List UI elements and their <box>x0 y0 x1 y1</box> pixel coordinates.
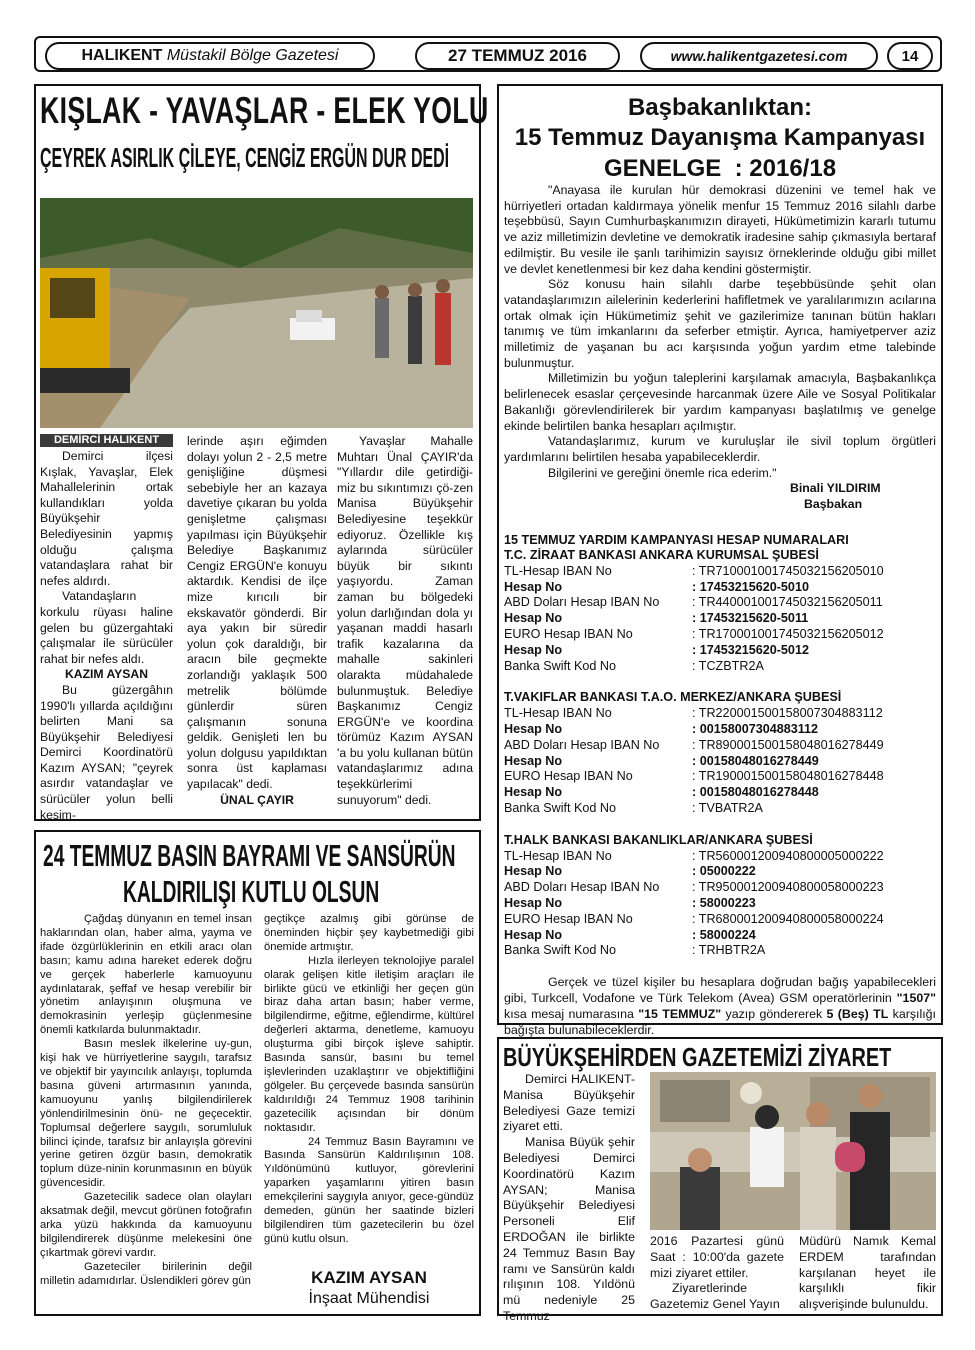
account-row <box>504 659 936 675</box>
closing-part: Gerçek ve tüzel kişiler bu hesaplara doğrudan bağış yapabilecekleri gibi, Turkcell, Vodafone ve Türk Telekom (Avea) GSM operatörlerinin <box>504 975 936 1005</box>
subheading: ÜNAL ÇAYIR <box>220 792 294 807</box>
office-visit-image <box>650 1072 936 1230</box>
article-road-col1 <box>40 449 173 823</box>
account-label: Hesap No <box>504 579 563 594</box>
bank-block <box>504 833 936 959</box>
account-label: TL-Hesap IBAN No <box>504 563 612 578</box>
account-value: : TVBATR2A <box>692 800 763 815</box>
date-pill <box>415 42 620 70</box>
press-col2 <box>264 913 474 1247</box>
account-value: : 00158007304883112 <box>692 721 819 736</box>
account-row <box>504 912 936 928</box>
paragraph: Demirci HALIKENT- Manisa Büyükşehir Belediyesi Gaze temizi ziyaret etti. <box>503 1072 635 1134</box>
account-row <box>504 849 936 865</box>
account-label: Banka Swift Kod No <box>504 800 617 815</box>
account-row <box>504 769 936 785</box>
account-label: TL-Hesap IBAN No <box>504 848 612 863</box>
account-value: : TR680001200940800058000224 <box>692 911 884 926</box>
account-row <box>504 896 936 912</box>
account-row <box>504 611 936 627</box>
paragraph: "Anayasa ile kurulan hür demokrasi düzenini ve temel hak ve hürriyetleri ortadan kaldırmaya yönelik menfur 15 Temmuz 2016 silahlı darbe teşebbüsü, Sayın Cumhurbaşkanımızın dirayeti, Hükümetimizin kararlı tutumu ve aziz milletimizin devletine ve demokratik iradesine sahip çıkmasıyla bertaraf edilmiştir. Bu vesile ile şanlı tarihimizin sayısız örneklerinde olduğu gibi millet ve devlet kenetlenmesi bir kez daha kendini göstermiştir. <box>504 183 936 276</box>
campaign-title-3: GENELGE : 2016/18 <box>603 155 837 182</box>
account-value: : TR440001001745032156205011 <box>692 595 883 610</box>
accounts-section <box>504 532 936 1038</box>
paragraph: Milletimizin bu yoğun taleplerini karşılamak amacıyla, Başbakanlıkça belirlenecek esaslar çerçevesinde harcanmak üzere Aile ve Sosyal Politikalar Bakanlığı görevlendirilerek bir yardım kampanyası başlatılmış ve genelge ekinde belirtilen banka hesapları açılmıştır. <box>504 371 936 433</box>
account-row <box>504 580 936 596</box>
account-label: Hesap No <box>504 721 563 736</box>
issue-date: 27 TEMMUZ 2016 <box>448 46 587 65</box>
paragraph: Basın meslek ilkelerine uy-gun, kişi hak ve hürriyetlerine saygılı, tarafsız ve objektif bir yayıncılık anlayışı, toplumda basına güveni artırmasının yanında, kamuoyunu yanlış bilgilendirilerek yönlendirilmesinin önü- ne geçecektir. Toplumsal değerlere saygılı, sorumluluk bilinci içinde, tarafsız bir anlayışla görevini yerine getiren özgür basın, demokratik toplum düze-ninin korunmasının en büyük güvencesidir. <box>40 1038 252 1190</box>
account-label: Banka Swift Kod No <box>504 943 617 958</box>
press-col1 <box>40 913 252 1288</box>
bank-block <box>504 548 936 674</box>
visit-photo <box>650 1072 936 1230</box>
account-label: EURO Hesap IBAN No <box>504 911 633 926</box>
press-author-title: İnşaat Mühendisi <box>308 1290 430 1307</box>
account-row <box>504 928 936 944</box>
paragraph: lerinde aşırı eğimden dolayı yolun 2 - 2,5 metre genişliğine düşmesi sebebiyle her an kazaya davetiye çıkaran bu yolda genişletme çalışması yapılması için Büyükşehir Belediye Başkanımız Cengiz ERGÜN'e konuyu aktardık. Kendisi de ilçe mize kırıcılı bir ekskavatör gönderdi. Bir aya yakın bir süredir yolun çok daraldığı, bir aracın bile geçmekte zorlandığı yaklaşık 500 metrelik bölümde günlerdir süren çalışmanın sonuna geldik. Genişleti len bu yolun dolgusu yapıldıktan sonra üst kaplaması yapılacak" dedi. <box>187 434 327 792</box>
account-label: Hesap No <box>504 611 563 626</box>
account-row <box>504 627 936 643</box>
campaign-title-1: Başbakanlıktan: <box>627 94 813 121</box>
website-link[interactable]: www.halikentgazetesi.com <box>670 48 848 64</box>
paragraph: Ziyaretlerinde Gazetemiz Genel Yayın <box>650 1281 780 1312</box>
closing-part: karşılığı bağışta bulunabileceklerdir. <box>504 1006 936 1037</box>
account-value: : 17453215620-5010 <box>692 579 809 594</box>
account-row <box>504 706 936 722</box>
signature-name: Binali YILDIRIM <box>790 481 881 496</box>
account-row <box>504 643 936 659</box>
account-value: : 17453215620-5012 <box>692 642 809 657</box>
signature-title: Başbakan <box>804 497 863 512</box>
paragraph: Gazetecilik sadece olan olayları aksatmak değil, mevcut görünen fotoğrafın arka yüzü hakkında da kamuoyunu bilgilendirerek düşünme melekesini öne çıkartmak görevi vardır. <box>40 1191 252 1259</box>
account-row <box>504 722 936 738</box>
visit-col3 <box>799 1234 936 1313</box>
account-row <box>504 864 936 880</box>
account-label: Hesap No <box>504 895 563 910</box>
paragraph: Müdürü Namık Kemal ERDEM tarafından karşılanan heyet ile karşılıklı fikir alışverişinde bulunuldu. <box>799 1234 936 1312</box>
account-label: EURO Hesap IBAN No <box>504 769 633 784</box>
account-label: Hesap No <box>504 753 563 768</box>
account-row <box>504 754 936 770</box>
paragraph: 24 Temmuz Basın Bayramını ve Basında Sansürün Kaldırılışının 108. Yıldönümünü kutluyor, görevlerini yaparken yaşamlarını yitiren basın emekçilerini saygıyla anıyor, gece-gündüz demeden, günün her saatinde bizleri bilgilendiren tüm gazetecilerin bu özel günü kutlu olsun. <box>264 1135 474 1245</box>
closing-text <box>504 975 936 1038</box>
press-author-name: KAZIM AYSAN <box>311 1268 427 1287</box>
paragraph: Gazeteciler birilerinin değil milletin adamıdırlar. Üslendikleri görev gün <box>40 1260 252 1287</box>
account-row <box>504 564 936 580</box>
account-label: Hesap No <box>504 864 563 879</box>
bank-name: T.C. ZİRAAT BANKASI ANKARA KURUMSAL ŞUBESİ <box>504 548 819 562</box>
account-value: : TR220001500158007304883112 <box>692 706 883 721</box>
account-value: : TR560001200940800005000222 <box>692 848 884 863</box>
account-value: : TR710001001745032156205010 <box>692 563 884 578</box>
paragraph: 2016 Pazartesi günü Saat : 10:00'da gazete mizi ziyaret ettiler. <box>650 1234 784 1280</box>
paragraph: Demirci ilçesi Kışlak, Yavaşlar, Elek Mahallelerinin ortak kullandıkları yolda Büyükşehir Belediyesinin yapmış olduğu çalışma vatandaşlara rahat bir nefes aldırdı. <box>40 449 173 588</box>
bank-list <box>504 548 936 959</box>
visit-title: BÜYÜKŞEHİRDEN GAZETEMİZİ ZİYARET <box>503 1042 892 1072</box>
account-row <box>504 943 936 959</box>
road-excavator-image <box>40 198 473 428</box>
account-value: : 05000222 <box>692 864 756 879</box>
account-value: : 00158048016278448 <box>692 785 819 800</box>
masthead-name: HALIKENT <box>81 47 163 64</box>
sms-code: "15 TEMMUZ" <box>638 1006 722 1021</box>
press-title-2: KALDIRILIŞI KUTLU OLSUN <box>123 874 380 909</box>
article-road-title: KIŞLAK - YAVAŞLAR - ELEK YOLU <box>40 90 489 131</box>
account-row <box>504 801 936 817</box>
page-number: 14 <box>901 47 919 65</box>
donation-amount: 5 (Beş) TL <box>826 1006 889 1021</box>
account-value: : TR170001001745032156205012 <box>692 626 884 641</box>
account-value: : TR890001500158048016278449 <box>692 737 884 752</box>
closing-part: kısa mesaj numarasına <box>504 1006 639 1021</box>
paragraph: Yavaşlar Mahalle Muhtarı Ünal ÇAYIR'da "Yıllardır dile getirdiği- miz bu sıkıntımızı çö-zen Manisa Büyükşehir Belediyesine teşekkür ediyoruz. Özellikle kış aylarında sürücüler büyük bir sıkıntı yaşıyordu. Zaman zaman bu bölgedeki yolun darlığından dola yı yaşanan maddi hasarlı trafik kazalarına da mahalle sakinleri olarakta müdahalede bulunmuştuk. Belediye Başkanımız Cengiz ERGÜN'e ve koordina törümüz Kazım AYSAN 'a bu yolu kullanan bütün vatandaşlarımız adına teşekkürlerimi sunuyorum" dedi. <box>337 434 473 807</box>
campaign-title-2: 15 Temmuz Dayanışma Kampanyası <box>514 124 926 151</box>
account-row <box>504 785 936 801</box>
road-photo <box>40 198 473 428</box>
account-label: Hesap No <box>504 927 563 942</box>
account-value: : TCZBTR2A <box>692 658 764 673</box>
article-road-col2 <box>187 434 327 808</box>
masthead-tagline: Müstakil Bölge Gazetesi <box>166 47 339 64</box>
visit-col1-top <box>503 1072 635 1325</box>
paragraph: Çağdaş dünyanın en temel insan haklarından olan, haber alma, yayma ve ifade özgürlüklerinin en etkili aracı olan basın; kamu adına hareket ederek doğru ve gerçek haberlerle kamuoyunu aydınlatarak, şeffaf ve hesap verebilir bir yönetim anlayışının oluşmuna ve demokrasinin yerleşip güçlenmesine önemli katkılarda bulunmaktadır. <box>40 913 252 1037</box>
account-value: : 58000223 <box>692 895 756 910</box>
account-label: Hesap No <box>504 785 563 800</box>
account-value: : TRHBTR2A <box>692 943 766 958</box>
account-value: : TR950001200940800058000223 <box>692 880 884 895</box>
website-pill <box>640 42 878 70</box>
account-label: ABD Doları Hesap IBAN No <box>504 737 660 752</box>
paragraph: Vatandaşların korkulu rüyası haline gelen bu güzergahtaki çalışmalar ile sürücüler rahat bir nefes aldı. <box>40 589 173 666</box>
paragraph: Hızla ilerleyen teknolojiye paralel olarak gelişen kitle iletişim araçları ile birlikte gücü ve etkinliği her geçen gün biraz daha artan basın; haber verme, bilgilendirme, eğitme, eğlendirme, kültürel değerleri aktarma, denetleme, kamuoyu oluşturma gibi birçok işleve sahiptir. Basında sansür, basını bu temel işlevlerinden uzaklaştırır ve objektifliğini gölgeler. Bu çerçevede basında sansürün kaldırıldığı 24 Temmuz 1908 tarihinin gazetecilik açısından bir dönüm noktasıdır. <box>264 954 474 1134</box>
subheading: KAZIM AYSAN <box>64 667 149 682</box>
visit-col2 <box>650 1234 784 1313</box>
page-number-pill <box>887 42 933 70</box>
account-row <box>504 738 936 754</box>
accounts-title: 15 TEMMUZ YARDIM KAMPANYASI HESAP NUMARALARI <box>504 533 849 547</box>
account-value: : 00158048016278449 <box>692 753 819 768</box>
account-value: : 17453215620-5011 <box>692 611 809 626</box>
account-label: ABD Doları Hesap IBAN No <box>504 595 660 610</box>
dateline-badge: DEMİRCİ HALIKENT <box>40 434 173 447</box>
paragraph: Bu güzergâhın 1990'lı yıllarda açıldığını belirten Mani sa Büyükşehir Belediyesi Demirci Koordinatörü Kazım AYSAN; "çeyrek asırdır vatandaşlar ve sürücüler yolun belli kesim- <box>40 682 173 822</box>
campaign-body <box>504 183 936 513</box>
account-row <box>504 595 936 611</box>
sms-number: "1507" <box>896 990 936 1005</box>
account-label: TL-Hesap IBAN No <box>504 706 612 721</box>
account-row <box>504 880 936 896</box>
bank-name: T.VAKIFLAR BANKASI T.A.O. MERKEZ/ANKARA ŞUBESİ <box>504 690 842 705</box>
account-value: : 58000224 <box>692 927 756 942</box>
account-label: Banka Swift Kod No <box>504 658 617 673</box>
paragraph: Söz konusu hain silahlı darbe teşebbüsünde şehit olan vatandaşlarımızın ailelerinin kederlerini hafifletmek ve yaralılarımızın acılarına ortak olmak için Hükümetimiz şehit ve gazilerimize tanınan bütün hakları tanımış ve tüm imkanlarını da seferber etmiştir. Ayrıca, hamiyetperver aziz milletimiz de yaşanan bu acı karşısında yoğun yardım etme talebinde bulunmuştur. <box>504 277 936 370</box>
account-value: : TR190001500158048016278448 <box>692 769 884 784</box>
paragraph: Vatandaşlarımız, kurum ve kuruluşlar ile sivil toplum örgütleri yardımlarını belirtilen hesaba yapabileceklerdir. <box>504 434 936 464</box>
article-road-col3 <box>337 434 473 808</box>
paragraph: Bilgilerini ve gereğini önemle rica ederim." <box>548 465 777 480</box>
closing-part: yazıp göndererek <box>721 1006 827 1021</box>
masthead-pill <box>45 42 375 70</box>
account-label: EURO Hesap IBAN No <box>504 626 633 641</box>
account-label: Hesap No <box>504 642 563 657</box>
press-title-1: 24 TEMMUZ BASIN BAYRAMI VE SANSÜRÜN <box>43 838 456 873</box>
bank-name: T.HALK BANKASI BAKANLIKLAR/ANKARA ŞUBESİ <box>504 832 813 847</box>
paragraph: Manisa Büyük şehir Belediyesi Demirci Koordinatörü Kazım AYSAN; Manisa Büyükşehir Belediyesi Personeli Elif ERDOĞAN ile birlikte 24 Temmuz Basın Bay ramı ve Sansürün kaldı rılışının 108. Yıldönü mü nedeniyle 25 Temmuz <box>503 1135 635 1323</box>
article-road-subtitle: ÇEYREK ASIRLIK ÇİLEYE, CENGİZ ERGÜN DUR DEDİ <box>40 142 450 173</box>
paragraph: geçtikçe azalmış gibi görünse de öneminden hiçbir şey kaybetmediği gibi önemide artmıştır. <box>264 913 474 953</box>
account-label: ABD Doları Hesap IBAN No <box>504 880 660 895</box>
bank-block <box>504 690 936 816</box>
